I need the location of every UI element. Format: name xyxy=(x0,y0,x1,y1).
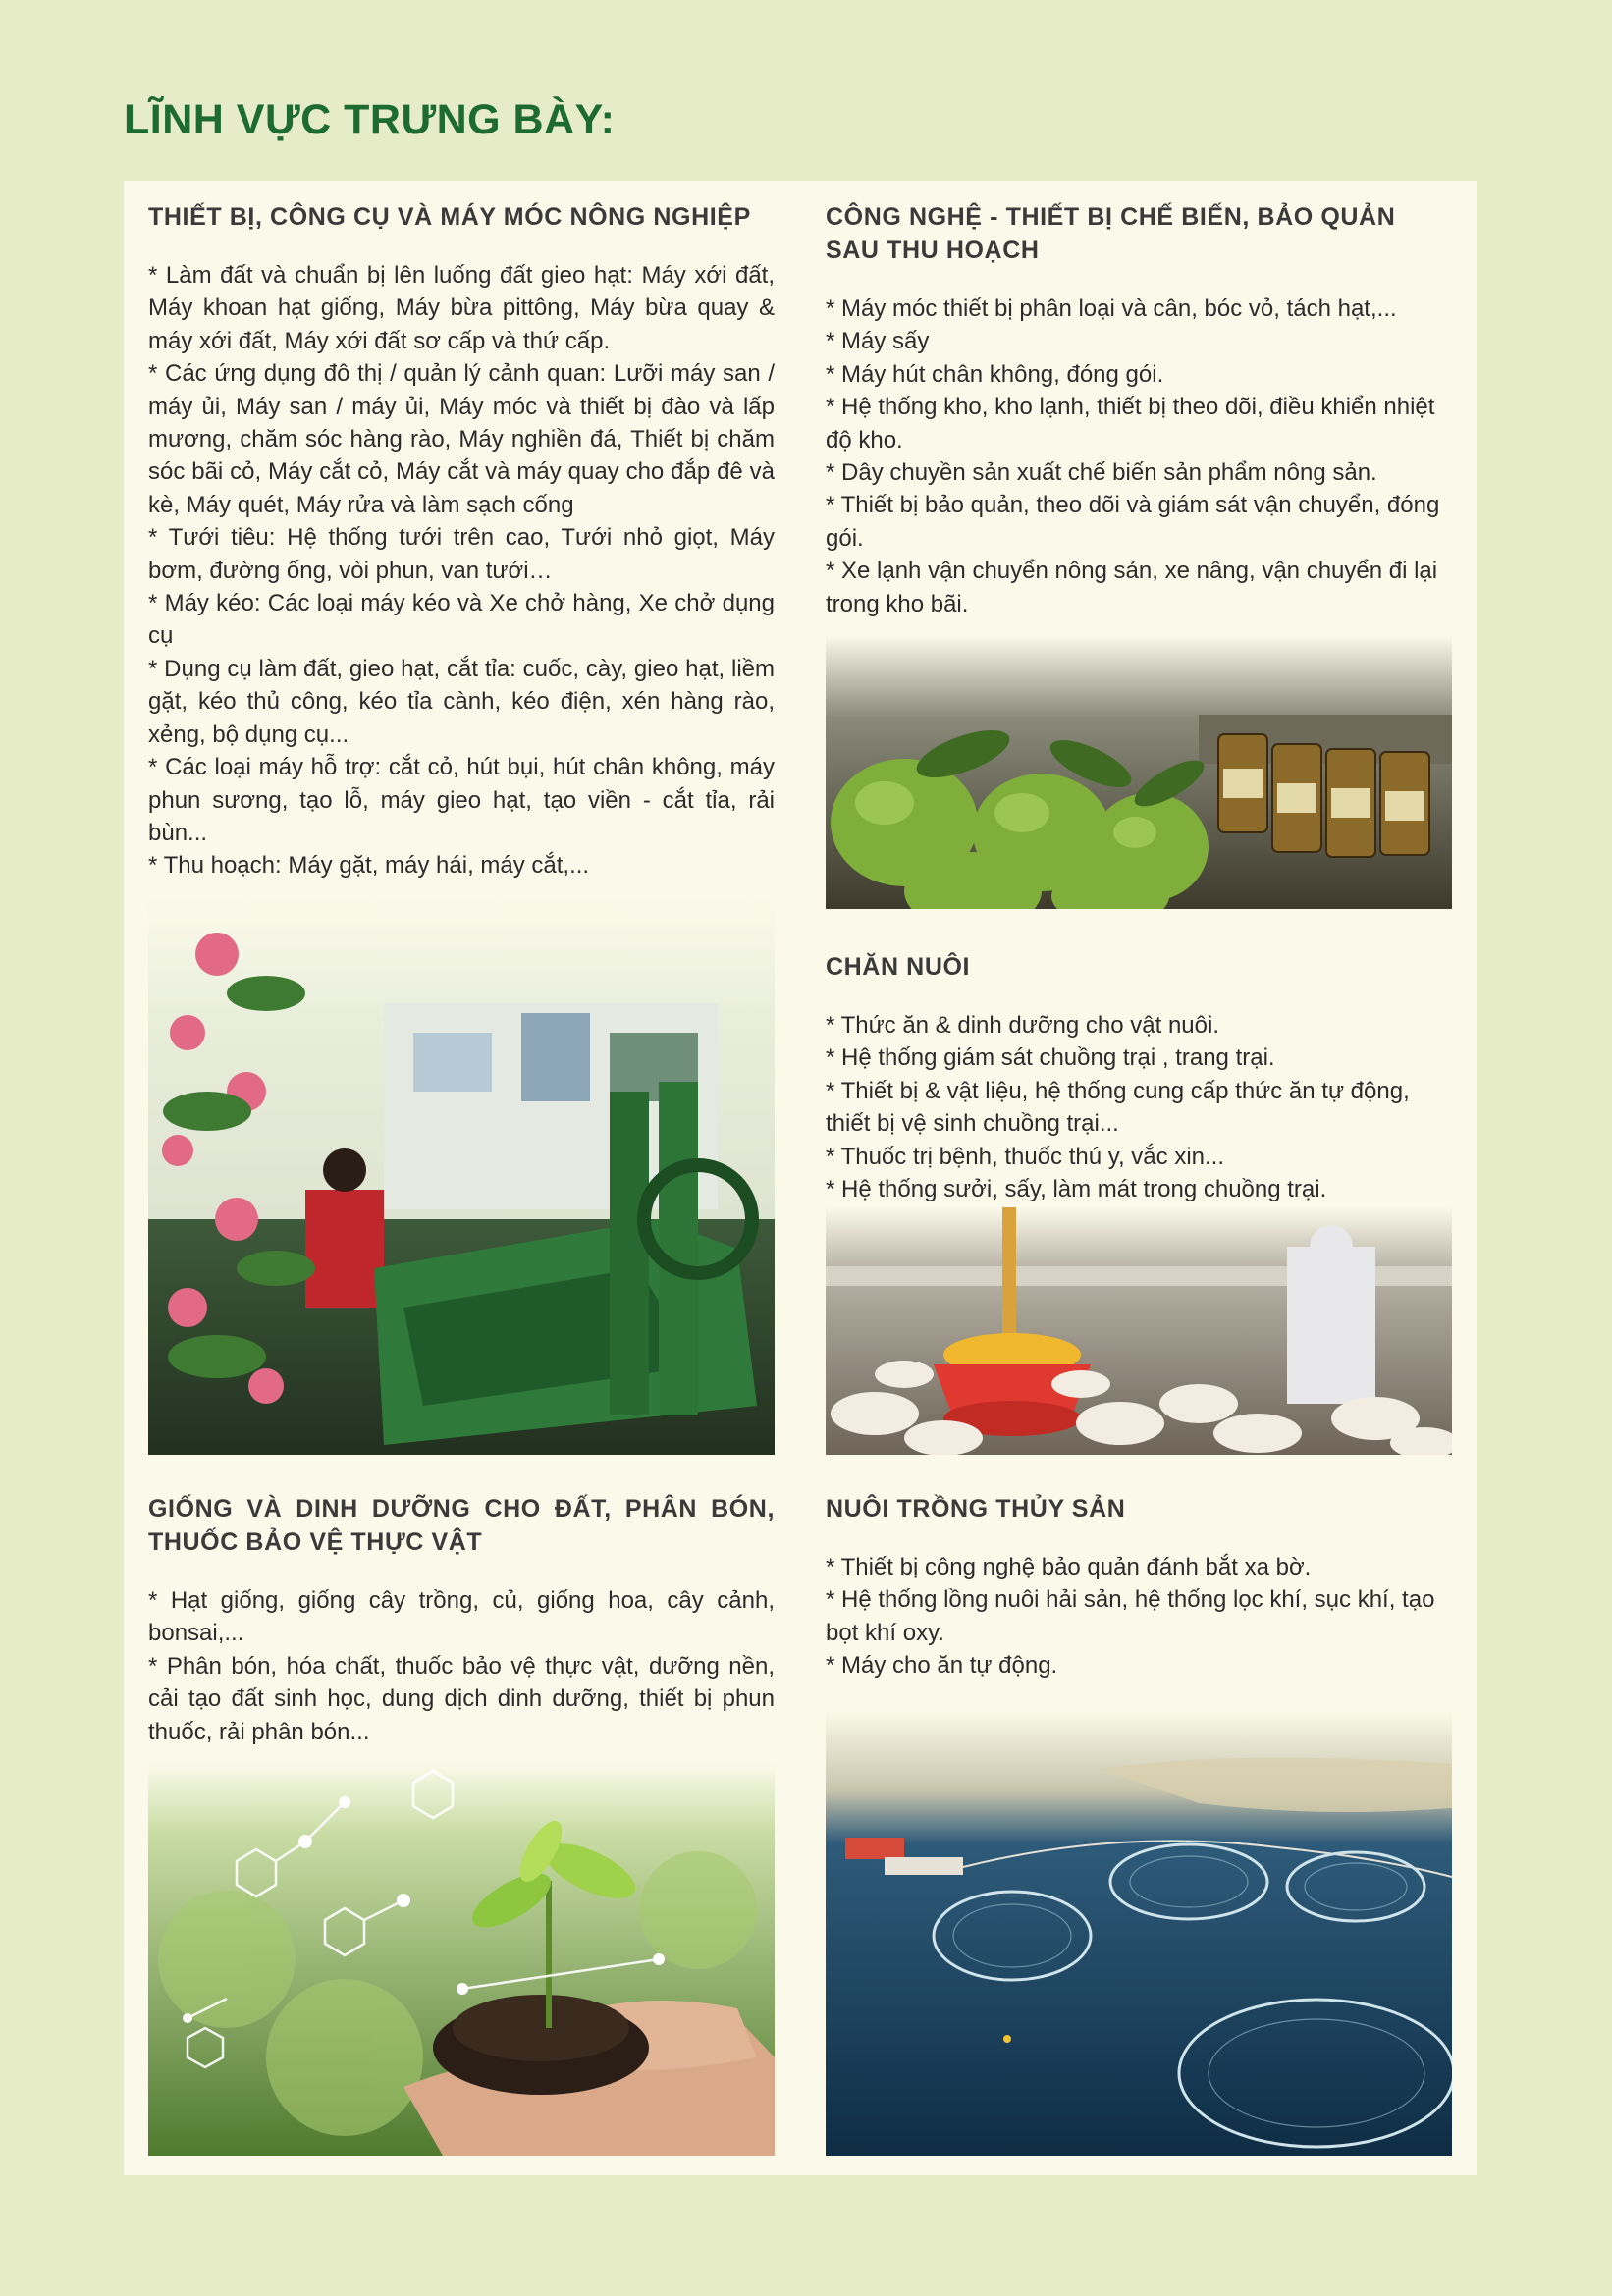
section-heading: THIẾT BỊ, CÔNG CỤ VÀ MÁY MÓC NÔNG NGHIỆP xyxy=(148,203,751,231)
section-post-harvest xyxy=(826,200,1452,620)
section-agricultural-machinery xyxy=(148,200,775,882)
list-item: * Hệ thống lồng nuôi hải sản, hệ thống lọc khí, sục khí, tạo bọt khí oxy. xyxy=(826,1586,1435,1646)
list-item: * Hạt giống, giống cây trồng, củ, giống hoa, cây cảnh, bonsai,... xyxy=(148,1587,775,1647)
list-item: * Máy móc thiết bị phân loại và cân, bóc vỏ, tách hạt,... xyxy=(826,295,1397,322)
list-item: * Máy cho ăn tự động. xyxy=(826,1652,1058,1680)
section-body xyxy=(826,1551,1452,1682)
produce-display-photo xyxy=(826,636,1452,909)
section-aquaculture xyxy=(826,1492,1452,1682)
section-body xyxy=(148,1584,775,1748)
list-item: * Hệ thống giám sát chuồng trại , trang trại. xyxy=(826,1044,1275,1072)
page-title: LĨNH VỰC TRƯNG BÀY: xyxy=(124,96,616,143)
fish-farm-cages-photo xyxy=(826,1710,1452,2156)
list-item: * Dây chuyền sản xuất chế biến sản phẩm nông sản. xyxy=(826,459,1377,487)
list-item: * Xe lạnh vận chuyển nông sản, xe nâng, vận chuyển đi lại trong kho bãi. xyxy=(826,558,1438,617)
list-item: * Máy sấy xyxy=(826,328,930,355)
section-livestock xyxy=(826,950,1452,1205)
list-item: * Thuốc trị bệnh, thuốc thú y, vắc xin... xyxy=(826,1143,1224,1170)
list-item: * Tưới tiêu: Hệ thống tưới trên cao, Tưới nhỏ giọt, Máy bơm, đường ống, vòi phun, van tưới… xyxy=(148,524,775,584)
section-body xyxy=(148,259,775,882)
list-item: * Dụng cụ làm đất, gieo hạt, cắt tỉa: cuốc, cày, gieo hạt, liềm gặt, kéo thủ công, kéo tỉa cành, kéo điện, xén hàng rào, xẻng, bộ dụng cụ... xyxy=(148,655,775,748)
list-item: * Máy hút chân không, đóng gói. xyxy=(826,360,1164,388)
list-item: * Thiết bị bảo quản, theo dõi và giám sát vận chuyển, đóng gói. xyxy=(826,492,1440,552)
section-heading: GIỐNG VÀ DINH DƯỠNG CHO ĐẤT, PHÂN BÓN, THUỐC BẢO VỆ THỰC VẬT xyxy=(148,1495,775,1556)
list-item: * Thức ăn & dinh dưỡng cho vật nuôi. xyxy=(826,1012,1220,1039)
machinery-booth-photo xyxy=(148,895,775,1455)
section-seeds-fertilizer xyxy=(148,1492,775,1748)
list-item: * Máy kéo: Các loại máy kéo và Xe chở hàng, Xe chở dụng cụ xyxy=(148,590,775,650)
section-heading: CHĂN NUÔI xyxy=(826,953,971,981)
poultry-farm-photo xyxy=(826,1207,1452,1455)
list-item: * Các ứng dụng đô thị / quản lý cảnh quan: Lưỡi máy san / máy ủi, Máy san / máy ủi, Máy móc và thiết bị đào và lấp mương, chăm sóc hàng rào, Máy nghiền đá, Thiết bị chăm sóc bãi cỏ, Máy cắt cỏ, Máy cắt và máy quay cho đắp đê và kè, Máy quét, Máy rửa và làm sạch cống xyxy=(148,360,775,518)
list-item: * Thiết bị công nghệ bảo quản đánh bắt xa bờ. xyxy=(826,1554,1312,1580)
list-item: * Thiết bị & vật liệu, hệ thống cung cấp thức ăn tự động, thiết bị vệ sinh chuồng trại... xyxy=(826,1077,1410,1138)
section-heading: NUÔI TRỒNG THỦY SẢN xyxy=(826,1495,1126,1522)
seedling-soil-photo xyxy=(148,1763,775,2156)
list-item: * Các loại máy hỗ trợ: cắt cỏ, hút bụi, hút chân không, máy phun sương, tạo lỗ, máy gieo hạt, tạo viền - cắt tỉa, rải bùn... xyxy=(148,754,775,846)
list-item: * Hệ thống sưởi, sấy, làm mát trong chuồng trại. xyxy=(826,1176,1327,1203)
section-heading: CÔNG NGHỆ - THIẾT BỊ CHẾ BIẾN, BẢO QUẢN SAU THU HOẠCH xyxy=(826,203,1396,264)
list-item: * Hệ thống kho, kho lạnh, thiết bị theo dõi, điều khiển nhiệt độ kho. xyxy=(826,394,1435,454)
section-body xyxy=(826,293,1452,620)
list-item: * Làm đất và chuẩn bị lên luống đất gieo hạt: Máy xới đất, Máy khoan hạt giống, Máy bừa pittông, Máy bừa quay & máy xới đất, Máy xới đất sơ cấp và thứ cấp. xyxy=(148,262,775,354)
list-item: * Thu hoạch: Máy gặt, máy hái, máy cắt,... xyxy=(148,852,590,880)
section-body xyxy=(826,1009,1452,1205)
list-item: * Phân bón, hóa chất, thuốc bảo vệ thực vật, dưỡng nền, cải tạo đất sinh học, dung dịch dinh dưỡng, thiết bị phun thuốc, rải phân bón... xyxy=(148,1652,775,1745)
